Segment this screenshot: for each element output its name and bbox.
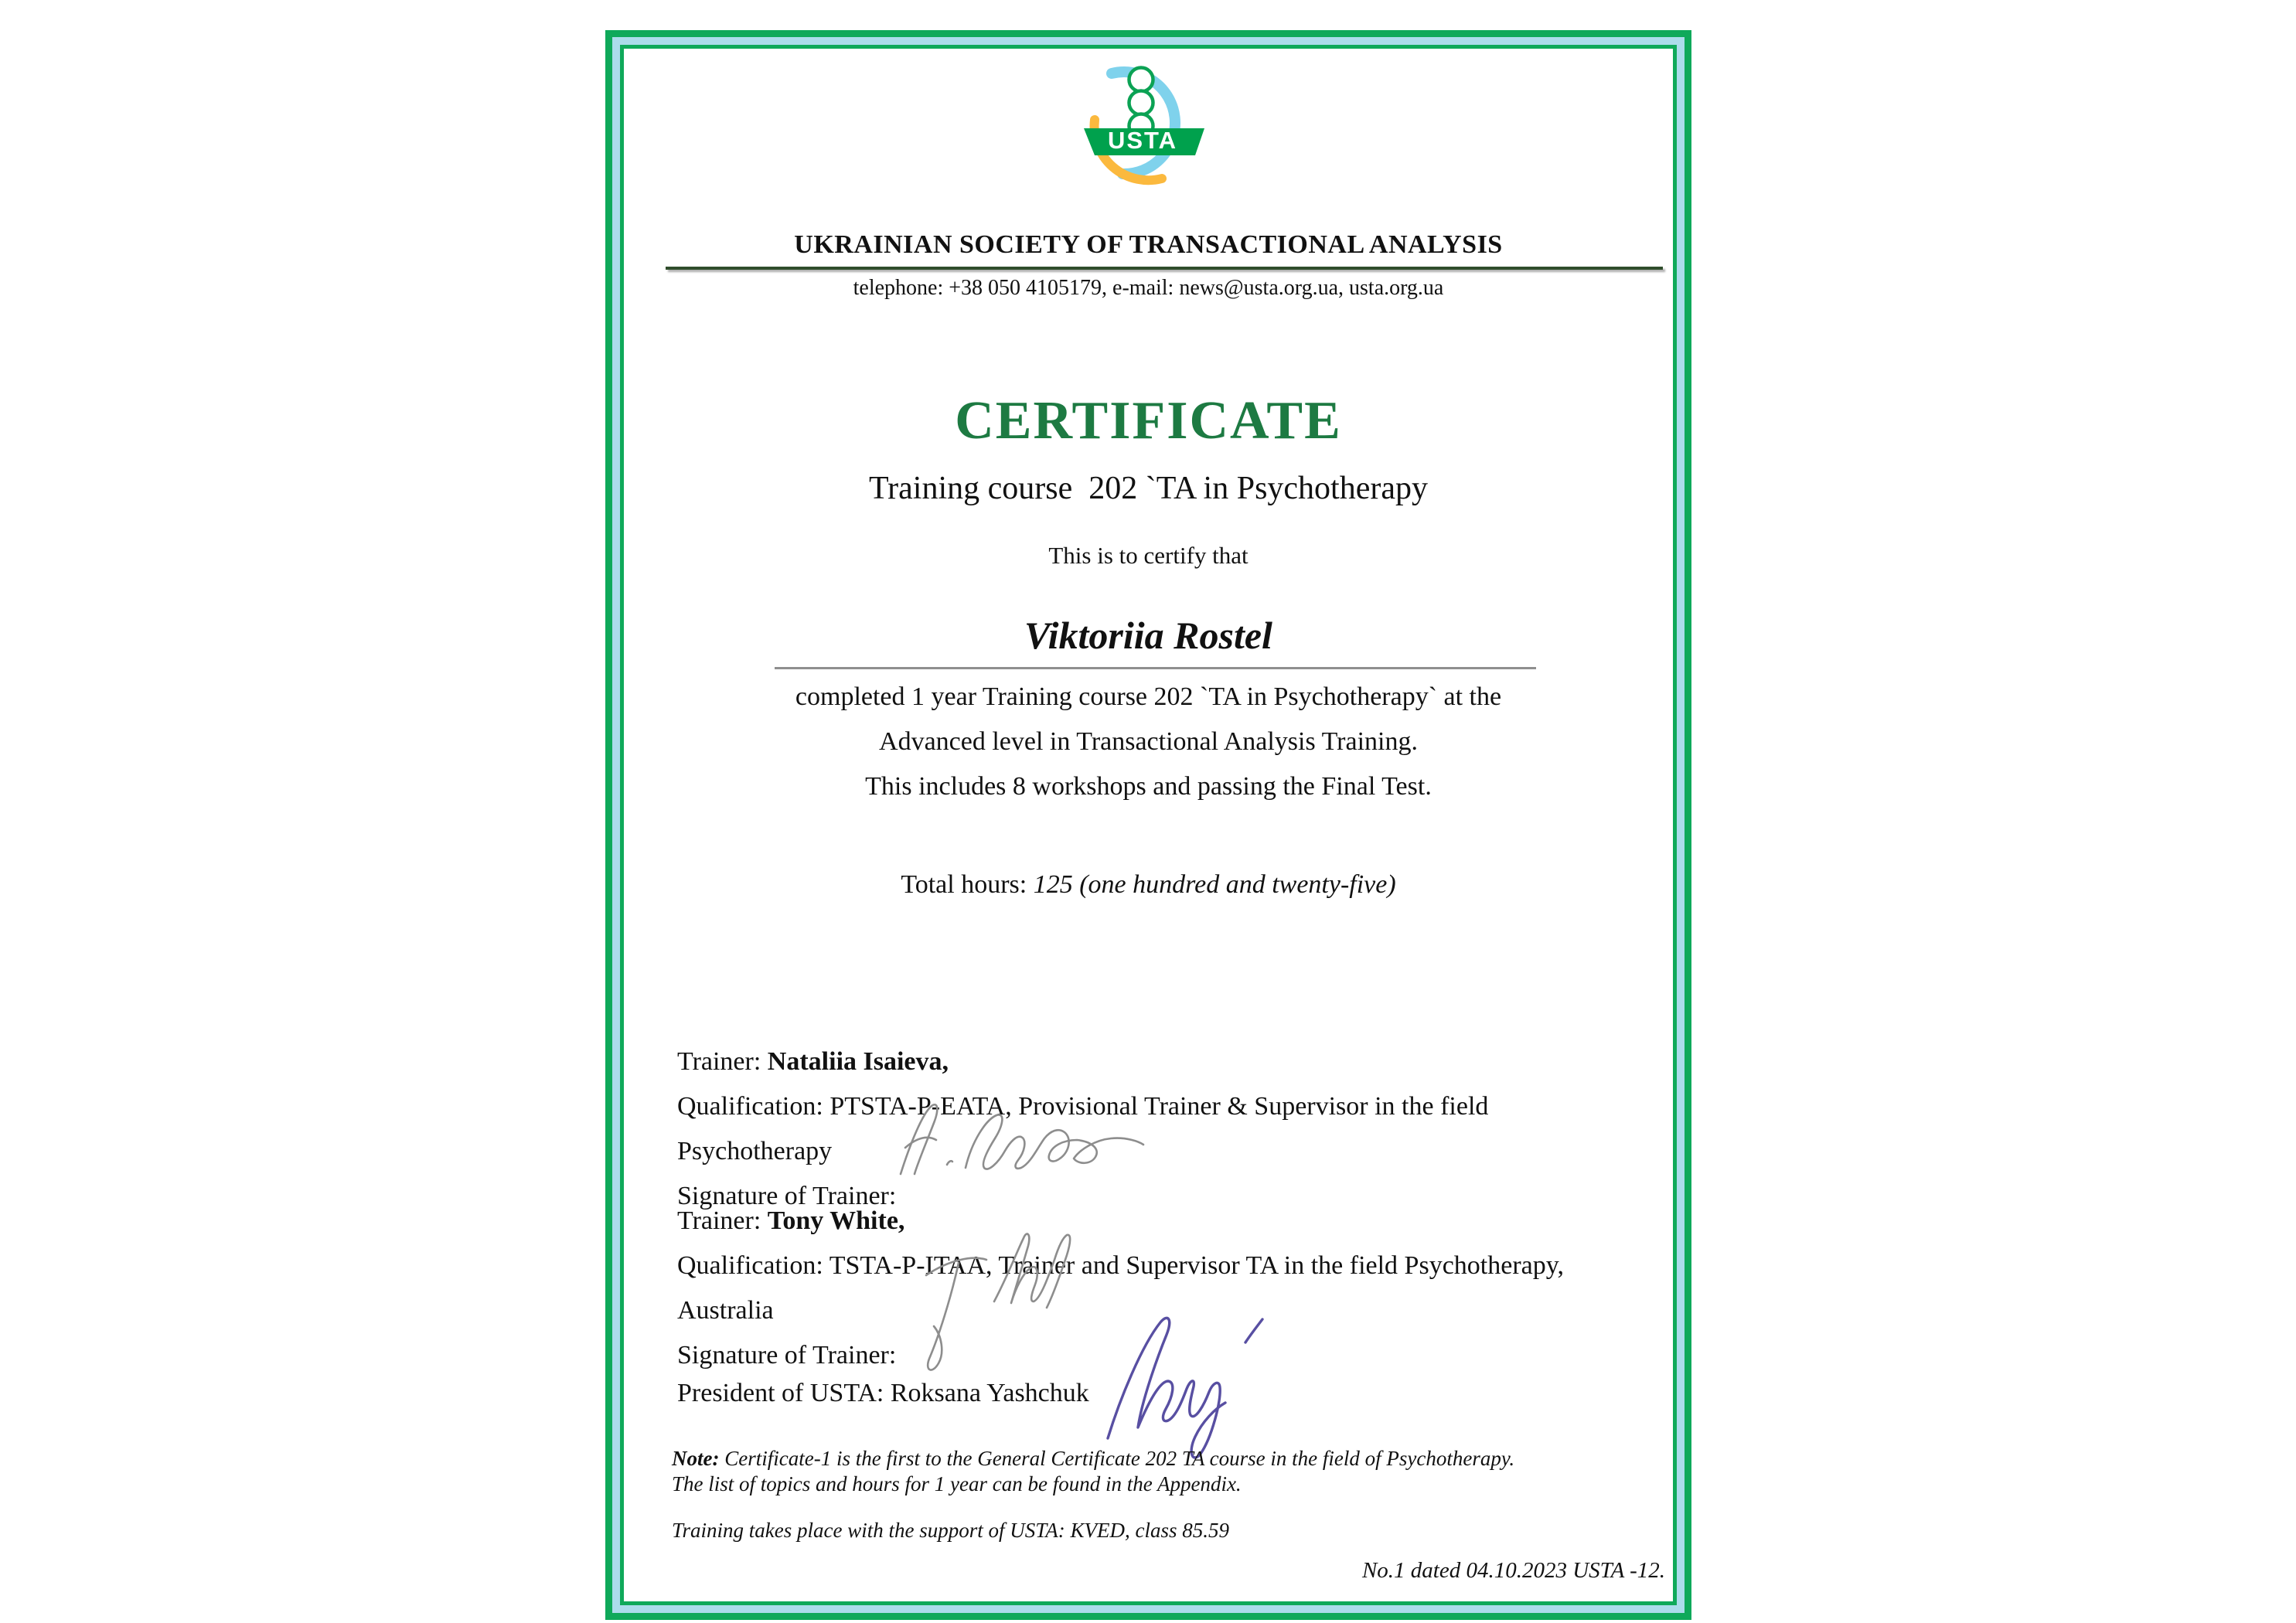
org-name: UKRAINIAN SOCIETY OF TRANSACTIONAL ANALYSIS (794, 230, 1503, 259)
logo-ring-2 (1129, 91, 1153, 115)
note-block (672, 1446, 1642, 1497)
president-line: President of USTA: Roksana Yashchuk (677, 1379, 1089, 1407)
trainer-1-label: Trainer: (677, 1047, 768, 1076)
trainer-block-1 (677, 1039, 1642, 1219)
total-hours-label: Total hours: (901, 870, 1027, 899)
logo-banner-label: USTA (1107, 127, 1178, 154)
note-line-1 (672, 1446, 1642, 1472)
certificate-body (620, 45, 1677, 1605)
support-line: Training takes place with the support of USTA: KVED, class 85.59 (672, 1519, 1229, 1542)
header-separator-line (666, 267, 1663, 270)
certificate (605, 30, 1691, 1620)
trainer-2-name-line (677, 1199, 1642, 1244)
trainer-1-signature-label: Signature of Trainer: (677, 1182, 897, 1210)
trainer-1-name: Nataliia Isaieva, (767, 1047, 949, 1076)
contact-line: telephone: +38 050 4105179, e-mail: news@usta.org.ua, usta.org.ua (853, 276, 1444, 300)
trainer-1-name-line (677, 1039, 1642, 1084)
recipient-name: Viktoriia Rostel (1024, 614, 1272, 657)
trainer-1-qualification: Qualification: PTSTA-P-EATA, Provisional Trainer & Supervisor in the field Psychotherapy (677, 1092, 1489, 1165)
body-line-1: completed 1 year Training course 202 `TA in Psychotherapy` at the (795, 682, 1502, 711)
note-prefix: Note: (672, 1447, 720, 1470)
total-hours-value: 125 (one hundred and twenty-five) (1027, 870, 1396, 899)
total-hours-line (624, 867, 1673, 903)
trainer-2-qualification: Qualification: TSTA-P-ITAA, Trainer and Supervisor TA in the field Psychotherapy, Australia (677, 1251, 1565, 1325)
certify-line: This is to certify that (1048, 542, 1248, 569)
logo-ring-1 (1129, 68, 1153, 92)
usta-logo-icon (1082, 56, 1214, 188)
note-line-1-text: Certificate-1 is the first to the General Certificate 202 TA course in the field of Psychotherapy. (719, 1447, 1515, 1470)
body-line-3: This includes 8 workshops and passing the Final Test. (865, 772, 1432, 801)
body-line-2: Advanced level in Transactional Analysis Training. (879, 727, 1418, 756)
trainer-2-label: Trainer: (677, 1206, 768, 1235)
trainer-2-signature-label: Signature of Trainer: (677, 1341, 897, 1370)
trainer-2-name: Tony White, (767, 1206, 905, 1235)
body-paragraph (624, 675, 1673, 809)
certificate-border-gap (612, 37, 1685, 1613)
reference-number: No.1 dated 04.10.2023 USTA -12. (1361, 1558, 1665, 1583)
recipient-name-underline (775, 667, 1536, 669)
course-subtitle: Training course 202 `TA in Psychotherapy (868, 471, 1428, 506)
note-line-2: The list of topics and hours for 1 year can be found in the Appendix. (672, 1472, 1242, 1495)
certificate-title: CERTIFICATE (955, 391, 1342, 451)
trainer-block-2 (677, 1199, 1642, 1378)
usta-logo (1082, 56, 1214, 188)
